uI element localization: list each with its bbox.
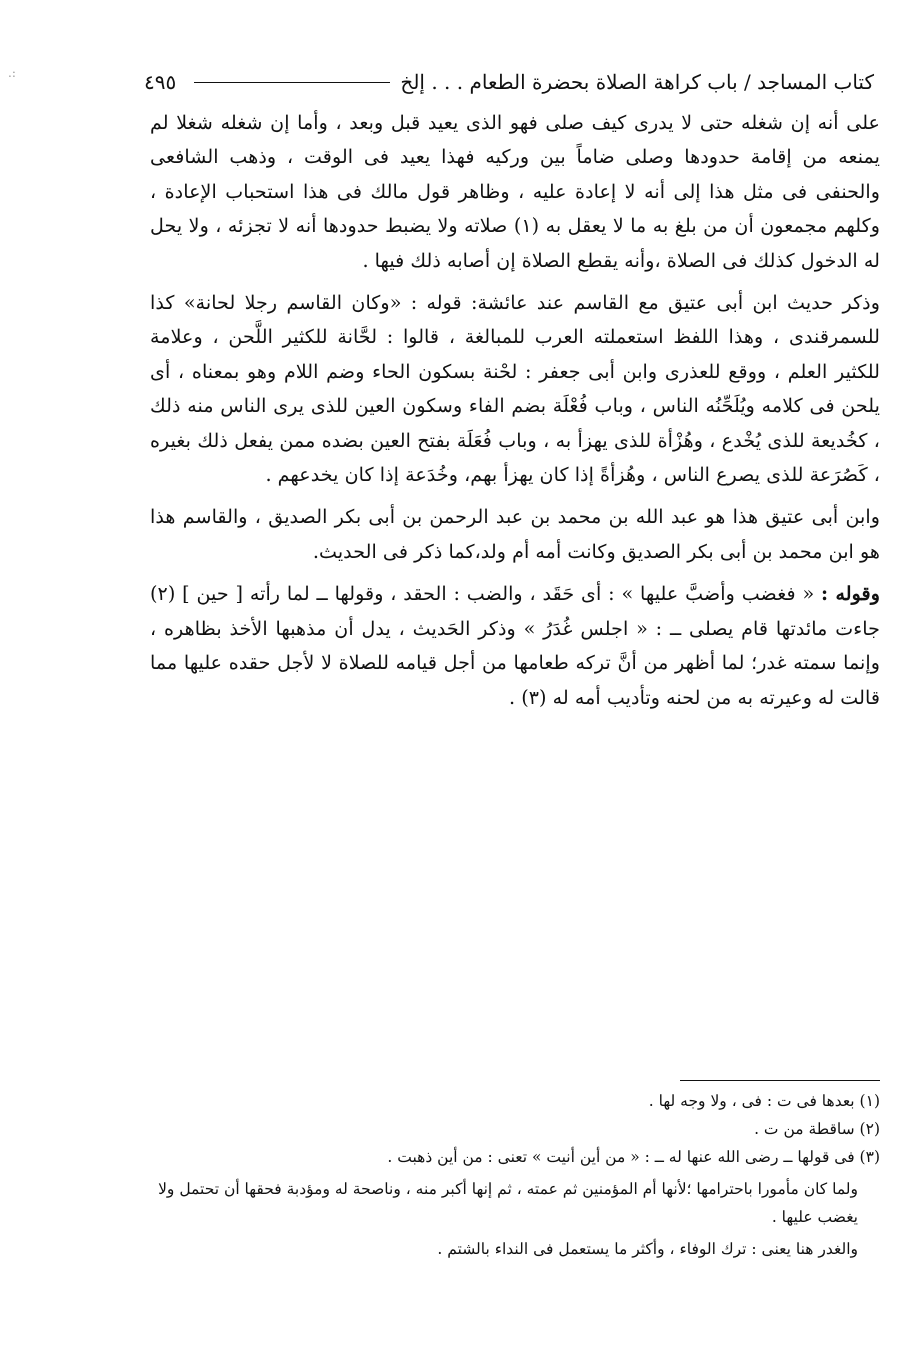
paragraph-4-text: « فغضب وأضبَّ عليها » : أى حَقَد ، والضب : الحقد ، وقولها ــ لما رأته [ حين ] (٢) جاءت مائدتها قام يصلى ــ : « اجلس غُدَرُ » وذكر الحَديث ، يدل أن مذهبها الأخذ بظاهره ، وإنما سمته غدر؛ لما أظهر من أنَّ تركه طعامها من أجل قيامه للصلاة لا لأجل حقده عليها مما قالت له وعيرته به من لحنه وتأديب أمه له (٣) . bbox=[150, 582, 880, 709]
paragraph-1: على أنه إن شغله حتى لا يدرى كيف صلى فهو الذى يعيد قبل وبعد ، وأما إن شغله شغلا لم يمنعه من إقامة حدودها وصلى ضاماً بين وركيه فهذا يعيد فى الوقت ، وذهب الشافعى والحنفى فى مثل هذا إلى أنه لا إعادة عليه ، وظاهر قول مالك فى هذا استحباب الإعادة ، وكلهم مجمعون أن من بلغ به ما لا يعقل به (١) صلاته ولا يضبط حدودها أنه لا تجزئه ، ولا يحل له الدخول كذلك فى الصلاة ،وأنه يقطع الصلاة إن أصابه ذلك فيها . bbox=[150, 111, 880, 272]
footnotes bbox=[150, 1080, 880, 1263]
running-header bbox=[144, 62, 874, 102]
footnote-3-continuation-1: ولما كان مأمورا باحترامها ؛لأنها أم المؤمنين ثم عمته ، ثم إنها أكبر منه ، وناصحة له ومؤدبة فحقها أن تحتمل ولا يغضب عليها . bbox=[158, 1180, 858, 1226]
header-title: كتاب المساجد / باب كراهة الصلاة بحضرة الطعام . . . إلخ bbox=[400, 70, 874, 94]
page-number: ٤٩٥ bbox=[144, 70, 177, 94]
footnote-rule bbox=[680, 1080, 880, 1081]
paragraph-4 bbox=[150, 577, 880, 715]
paragraph-2: وذكر حديث ابن أبى عتيق مع القاسم عند عائشة: قوله : «وكان القاسم رجلا لحانة» كذا للسمرقندى ، وهذا اللفظ استعملته العرب للمبالغة ، قالوا : لحَّانة للكثير اللَّحن ، وعلامة للكثير العلم ، ووقع للعذرى وابن أبى جعفر : لحْنة بسكون الحاء وضم اللام وهو بمعناه ، أى يلحن فى كلامه ويُلَحِّنُه الناس ، وباب فُعْلَة بضم الفاء وسكون العين للذى يرى الناس منه ذلك ، كخُديعة للذى يُخْدع ، وهُزْأة للذى يهزأ به ، وباب فُعَلَة بفتح العين بضده ممن يفعل ذلك بغيره ، كَصُرَعة للذى يصرع الناس ، وهُزأةً إذا كان يهزأ بهم، وخُدَعة إذا كان يخدعهم . bbox=[150, 291, 880, 487]
header-rule bbox=[194, 82, 390, 83]
footnote-3: (٣) فى قولها ــ رضى الله عنها له ــ : « من أين أنيت » تعنى : من أين ذهبت . bbox=[387, 1148, 880, 1166]
footnote-2: (٢) ساقطة من ت . bbox=[754, 1120, 880, 1138]
footnote-1: (١) بعدها فى ت : فى ، ولا وجه لها . bbox=[648, 1092, 880, 1110]
footnote-3-continuation-2: والغدر هنا يعنى : ترك الوفاء ، وأكثر ما يستعمل فى النداء بالشتم . bbox=[437, 1240, 858, 1258]
paragraph-3: وابن أبى عتيق هذا هو عبد الله بن محمد بن عبد الرحمن بن أبى بكر الصديق ، والقاسم هذا هو ابن محمد بن أبى بكر الصديق وكانت أمه أم ولد،كما ذكر فى الحديث. bbox=[150, 505, 880, 563]
main-text bbox=[150, 106, 880, 715]
paragraph-4-lead: وقوله : bbox=[821, 582, 880, 606]
scan-corner-mark: .: bbox=[8, 66, 16, 80]
